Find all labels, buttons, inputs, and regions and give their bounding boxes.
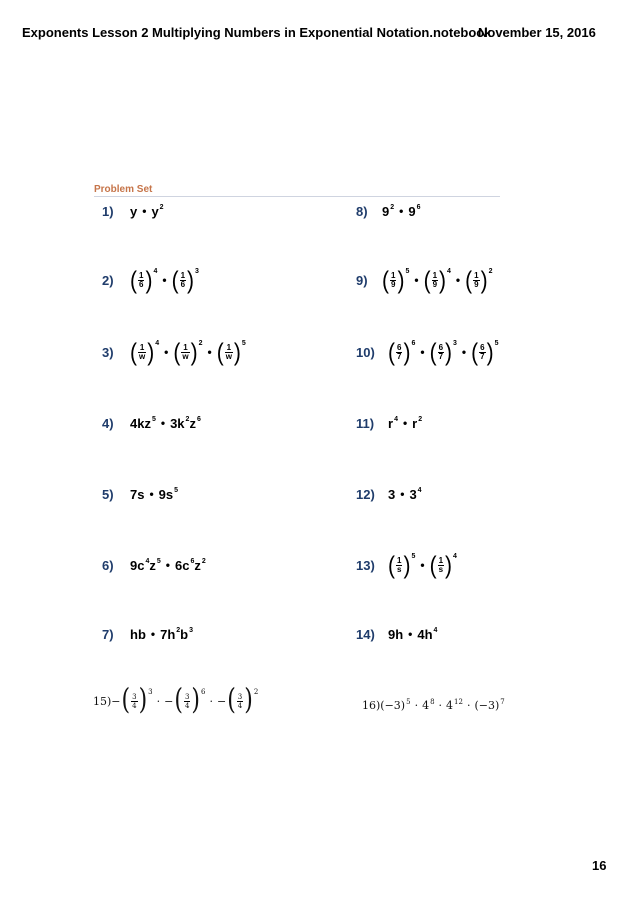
open-paren: ( xyxy=(423,266,431,294)
fraction-power xyxy=(216,684,259,717)
expression xyxy=(130,266,199,294)
power-base: 4 xyxy=(422,698,430,712)
exponent: 4 xyxy=(453,552,457,560)
multiply-dot: • xyxy=(420,558,425,572)
open-paren: ( xyxy=(429,338,437,366)
open-paren: ( xyxy=(130,338,137,366)
term xyxy=(382,204,394,219)
expression xyxy=(388,338,499,366)
power xyxy=(380,699,410,712)
denominator: 6 xyxy=(180,279,186,289)
expression xyxy=(388,627,437,642)
problem-13 xyxy=(356,553,457,577)
term-exponent: 5 xyxy=(151,415,156,423)
expression xyxy=(130,558,206,573)
multiply-dot: • xyxy=(162,273,167,287)
term-exponent: 3 xyxy=(189,626,194,634)
term-exponent: 5 xyxy=(174,486,179,494)
multiply-dot: • xyxy=(164,345,169,359)
close-paren: ) xyxy=(403,338,411,366)
fraction xyxy=(438,557,444,574)
sign: − xyxy=(216,694,227,708)
problem-number: 1) xyxy=(102,203,114,219)
term-base: y xyxy=(130,203,138,219)
problem-number: 11) xyxy=(356,415,375,431)
multiply-dot: · xyxy=(414,698,419,712)
denominator: 7 xyxy=(438,351,444,361)
expression xyxy=(382,266,493,294)
numerator: 6 xyxy=(480,342,485,352)
power xyxy=(446,699,463,712)
close-paren: ) xyxy=(233,338,241,366)
problem-number: 10) xyxy=(356,344,375,360)
power xyxy=(474,699,504,712)
exponent: 6 xyxy=(411,339,416,347)
multiply-dot: • xyxy=(207,345,212,359)
multiply-dot: · xyxy=(438,698,443,712)
fraction xyxy=(184,693,190,710)
exponent: 2 xyxy=(488,267,493,275)
multiply-dot: • xyxy=(142,204,147,218)
exponent: 4 xyxy=(447,267,451,275)
exponent: 5 xyxy=(411,552,416,560)
term xyxy=(160,627,193,642)
fraction xyxy=(237,693,243,710)
numerator: 1 xyxy=(397,555,402,565)
multiply-dot: • xyxy=(160,416,166,430)
exponent: 6 xyxy=(201,688,206,696)
term-base: 7s xyxy=(130,486,145,502)
sign: − xyxy=(111,694,121,708)
problem-14 xyxy=(356,622,437,646)
multiply-dot: • xyxy=(461,345,467,359)
problem-number: 13) xyxy=(356,557,375,573)
problem-15 xyxy=(93,686,258,716)
denominator: 9 xyxy=(391,279,396,289)
term-exponent: 2 xyxy=(390,203,395,211)
fraction-power xyxy=(382,266,410,294)
fraction-power xyxy=(216,338,246,366)
expression xyxy=(130,627,193,642)
open-paren: ( xyxy=(216,338,224,366)
denominator: w xyxy=(182,351,189,361)
power-exponent: 5 xyxy=(406,697,411,706)
problem-number: 5) xyxy=(102,486,114,502)
denominator: 4 xyxy=(184,701,190,710)
fraction-power xyxy=(388,551,416,579)
term-base: 3 xyxy=(409,486,417,502)
numerator: 3 xyxy=(132,692,137,701)
term-base: r xyxy=(412,415,418,431)
fraction xyxy=(390,272,396,289)
problem-number: 7) xyxy=(102,626,114,642)
fraction-power xyxy=(130,266,158,294)
term-exponent: 4 xyxy=(433,626,438,634)
term-base: 9c xyxy=(130,557,145,573)
fraction xyxy=(396,344,402,361)
close-paren: ) xyxy=(480,266,488,294)
term xyxy=(130,416,156,431)
power xyxy=(422,699,434,712)
term-exponent: 6 xyxy=(196,415,201,423)
denominator: s xyxy=(438,564,444,574)
problem-9 xyxy=(356,268,492,292)
expression xyxy=(382,204,420,219)
term-base: 3k xyxy=(170,415,185,431)
open-paren: ( xyxy=(429,551,437,579)
term-base: 9h xyxy=(388,626,404,642)
multiply-dot: • xyxy=(165,558,170,572)
open-paren: ( xyxy=(227,684,236,717)
fraction-power xyxy=(130,338,160,366)
open-paren: ( xyxy=(130,266,137,294)
term xyxy=(151,204,163,219)
fraction-power xyxy=(171,266,199,294)
problem-number: 12) xyxy=(356,486,375,502)
numerator: 1 xyxy=(432,270,438,280)
close-paren: ) xyxy=(439,266,447,294)
problem-10 xyxy=(356,340,498,364)
numerator: 1 xyxy=(139,342,145,352)
problem-16 xyxy=(362,690,505,720)
term xyxy=(159,487,178,502)
fraction xyxy=(473,272,479,289)
term xyxy=(388,487,395,502)
multiply-dot: · xyxy=(466,698,471,712)
term-base: y xyxy=(151,203,159,219)
multiply-dot: • xyxy=(150,627,156,641)
term-base: 7h xyxy=(160,626,176,642)
expression xyxy=(130,416,201,431)
close-paren: ) xyxy=(244,684,253,717)
multiply-dot: · xyxy=(156,694,161,708)
numerator: 1 xyxy=(180,270,186,280)
denominator: 9 xyxy=(474,279,479,289)
term-exponent: 2 xyxy=(418,415,423,423)
open-paren: ( xyxy=(173,338,181,366)
fraction-power xyxy=(429,551,457,579)
term xyxy=(130,627,146,642)
term-exponent: 4 xyxy=(417,486,422,494)
term-base: 4h xyxy=(417,626,433,642)
open-paren: ( xyxy=(388,551,395,579)
multiply-dot: · xyxy=(209,694,213,708)
multiply-dot: • xyxy=(455,273,461,287)
expression xyxy=(130,338,246,366)
term-exponent: 2 xyxy=(159,203,164,211)
multiply-dot: • xyxy=(402,416,408,430)
close-paren: ) xyxy=(445,551,453,579)
term-exponent: 2 xyxy=(201,557,206,565)
open-paren: ( xyxy=(465,266,473,294)
term xyxy=(388,627,403,642)
fraction xyxy=(138,272,144,289)
fraction-power xyxy=(173,338,203,366)
term xyxy=(130,487,144,502)
open-paren: ( xyxy=(471,338,479,366)
numerator: 1 xyxy=(438,555,444,565)
power-exponent: 7 xyxy=(500,697,505,706)
term xyxy=(130,204,137,219)
numerator: 6 xyxy=(438,342,444,352)
problem-number: 3) xyxy=(102,344,114,360)
power-base: (−3) xyxy=(474,698,500,712)
page-number: 16 xyxy=(592,858,607,873)
fraction xyxy=(396,557,402,574)
multiply-dot: • xyxy=(414,273,419,287)
sign: − xyxy=(164,694,174,708)
term-base: 9 xyxy=(382,203,390,219)
expression xyxy=(130,487,178,502)
term-base: z xyxy=(189,415,196,431)
multiply-dot: • xyxy=(420,345,425,359)
term-base: hb xyxy=(130,626,146,642)
close-paren: ) xyxy=(187,266,195,294)
open-paren: ( xyxy=(171,266,179,294)
term-base: 6c xyxy=(174,557,190,573)
denominator: 4 xyxy=(237,701,243,710)
term xyxy=(408,204,420,219)
term-exponent: 6 xyxy=(416,203,421,211)
notebook-title: Exponents Lesson 2 Multiplying Numbers in Exponential Notation.notebook xyxy=(22,25,492,40)
term-base: z xyxy=(194,557,201,573)
problem-number: 14) xyxy=(356,626,375,642)
close-paren: ) xyxy=(191,684,201,717)
term-exponent: 5 xyxy=(156,557,161,565)
numerator: 3 xyxy=(184,692,190,701)
fraction-power xyxy=(111,684,153,717)
problem-4 xyxy=(102,411,201,435)
close-paren: ) xyxy=(147,338,155,366)
expression xyxy=(388,416,422,431)
fraction xyxy=(225,344,233,361)
problem-number: 9) xyxy=(356,272,368,288)
term-base: 3 xyxy=(388,486,396,502)
open-paren: ( xyxy=(388,338,395,366)
term-exponent: 4 xyxy=(394,415,398,423)
fraction-power xyxy=(423,266,451,294)
problem-number: 16) xyxy=(362,698,381,712)
exponent: 3 xyxy=(148,688,153,696)
multiply-dot: • xyxy=(400,487,405,501)
expression xyxy=(388,551,457,579)
open-paren: ( xyxy=(382,266,389,294)
fraction-power xyxy=(471,338,499,366)
problem-3 xyxy=(102,340,246,364)
exponent: 4 xyxy=(153,267,158,275)
exponent: 4 xyxy=(155,339,160,347)
problem-2 xyxy=(102,268,199,292)
denominator: w xyxy=(139,351,146,361)
term xyxy=(388,416,398,431)
multiply-dot: • xyxy=(408,627,413,641)
term xyxy=(175,558,206,573)
fraction xyxy=(138,344,146,361)
close-paren: ) xyxy=(397,266,405,294)
fraction-power xyxy=(465,266,493,294)
exponent: 5 xyxy=(241,339,246,347)
term-base: b xyxy=(180,626,189,642)
term xyxy=(412,416,422,431)
open-paren: ( xyxy=(174,684,183,717)
problem-number: 8) xyxy=(356,203,368,219)
term-base: z xyxy=(149,557,156,573)
problem-12 xyxy=(356,482,422,506)
multiply-dot: • xyxy=(149,487,154,501)
fraction xyxy=(180,272,186,289)
numerator: 6 xyxy=(397,342,402,352)
term xyxy=(130,558,161,573)
numerator: 1 xyxy=(226,342,232,352)
expression xyxy=(130,204,164,219)
term-base: 9 xyxy=(408,203,416,219)
term-exponent: 2 xyxy=(185,415,190,423)
exponent: 5 xyxy=(405,267,410,275)
problem-set-divider xyxy=(94,196,500,197)
numerator: 1 xyxy=(391,270,396,280)
problem-number: 2) xyxy=(102,272,114,288)
numerator: 3 xyxy=(237,692,243,701)
numerator: 1 xyxy=(139,270,144,280)
fraction xyxy=(438,344,444,361)
problem-number: 6) xyxy=(102,557,114,573)
term-base: r xyxy=(388,415,394,431)
close-paren: ) xyxy=(190,338,198,366)
term xyxy=(417,627,437,642)
close-paren: ) xyxy=(145,266,153,294)
close-paren: ) xyxy=(403,551,411,579)
fraction-power xyxy=(388,338,416,366)
exponent: 2 xyxy=(253,688,259,696)
problem-7 xyxy=(102,622,193,646)
fraction-power xyxy=(164,684,206,717)
term xyxy=(409,487,421,502)
problem-set-label: Problem Set xyxy=(94,184,153,195)
close-paren: ) xyxy=(138,684,148,717)
term xyxy=(170,416,201,431)
problem-number: 4) xyxy=(102,415,114,431)
denominator: 7 xyxy=(397,351,402,361)
problem-1 xyxy=(102,199,164,223)
notebook-date: November 15, 2016 xyxy=(478,25,596,40)
denominator: 4 xyxy=(132,701,137,710)
close-paren: ) xyxy=(445,338,453,366)
exponent: 5 xyxy=(494,339,499,347)
problem-5 xyxy=(102,482,178,506)
term-base: 9s xyxy=(158,486,174,502)
numerator: 1 xyxy=(183,342,188,352)
denominator: w xyxy=(225,351,232,361)
fraction xyxy=(181,344,189,361)
problem-8 xyxy=(356,199,420,223)
numerator: 1 xyxy=(474,270,479,280)
denominator: 9 xyxy=(432,279,438,289)
problem-number: 15) xyxy=(93,694,112,708)
open-paren: ( xyxy=(121,684,131,717)
denominator: s xyxy=(397,564,402,574)
power-exponent: 12 xyxy=(454,697,463,706)
term-exponent: 2 xyxy=(176,626,181,634)
fraction-power xyxy=(429,338,457,366)
exponent: 3 xyxy=(453,339,457,347)
term-base: 4kz xyxy=(130,415,151,431)
problem-11 xyxy=(356,411,422,435)
fraction xyxy=(131,693,137,710)
exponent: 3 xyxy=(195,267,199,275)
power-base: (−3) xyxy=(380,698,406,712)
power-exponent: 8 xyxy=(430,697,435,706)
term-exponent: 4 xyxy=(145,557,150,565)
denominator: 6 xyxy=(139,279,144,289)
fraction xyxy=(479,344,485,361)
problem-6 xyxy=(102,553,206,577)
close-paren: ) xyxy=(486,338,494,366)
exponent: 2 xyxy=(198,339,203,347)
denominator: 7 xyxy=(480,351,485,361)
multiply-dot: • xyxy=(399,204,404,218)
expression xyxy=(388,487,422,502)
term-exponent: 6 xyxy=(190,557,195,565)
power-base: 4 xyxy=(446,698,454,712)
fraction xyxy=(432,272,438,289)
